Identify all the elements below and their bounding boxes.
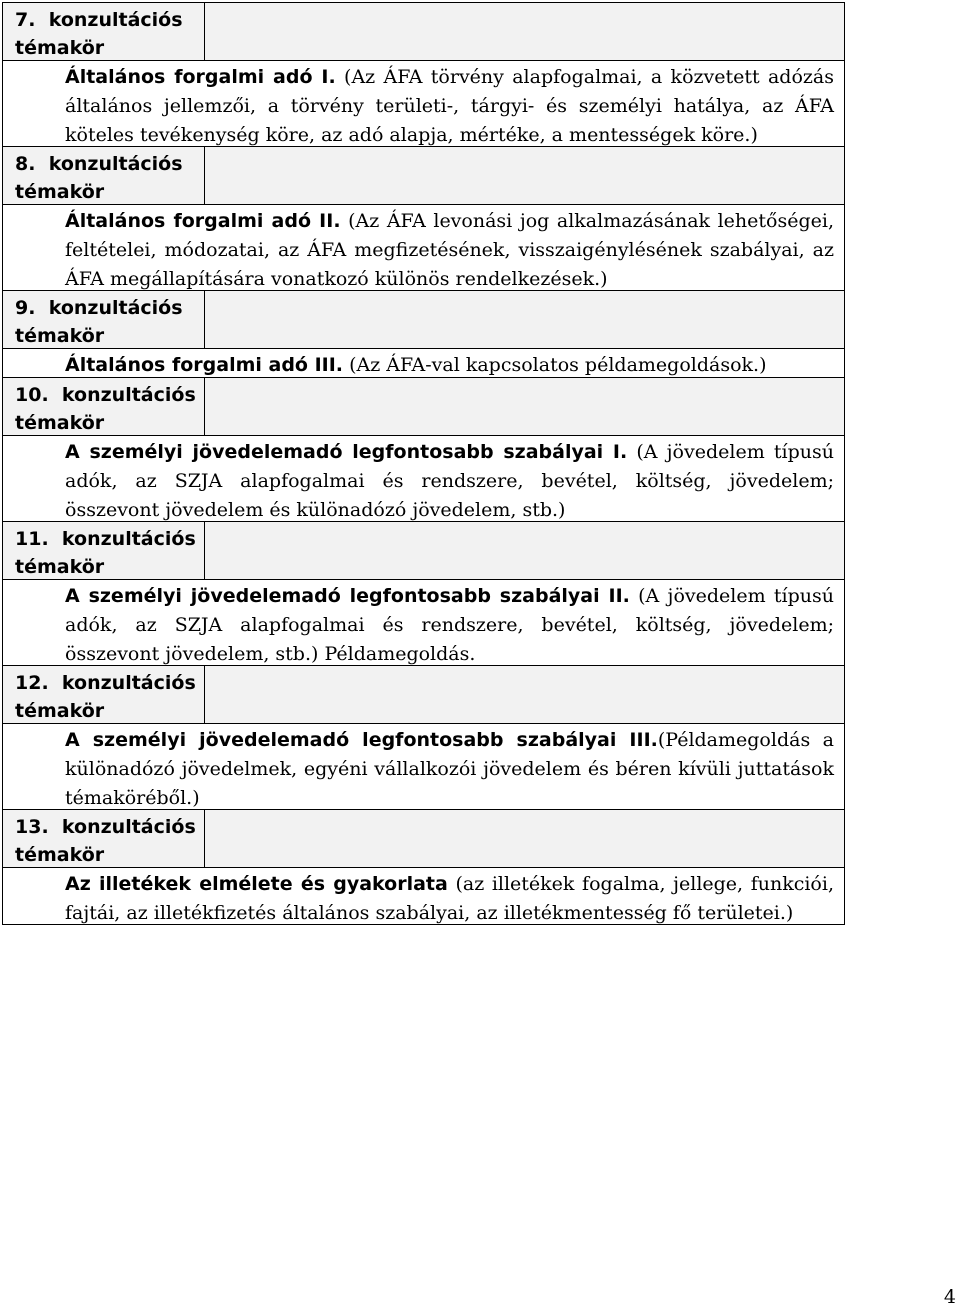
page-number: 4: [943, 1286, 956, 1308]
section-title: Általános forgalmi adó I.: [65, 66, 336, 88]
section-description: (A jövedelem típusú adók, az SZJA alapfogalmai és rendszere, bevétel, költség, jövedelem; összevont jövedelem, stb.) Példamegoldás.: [65, 585, 834, 665]
section-label-line2: témakör: [15, 412, 105, 434]
section-body-9: [3, 349, 845, 378]
section-label-line2: témakör: [15, 700, 105, 722]
section-label: [3, 522, 205, 579]
section-label-line2: témakör: [15, 556, 105, 578]
section-label-line1: konzultációs: [61, 672, 196, 694]
section-description: (az illetékek fogalma, jellege, funkciói, fajtái, az illetékfizetés általános szabályai, az illetékmentesség fő területei.): [65, 873, 834, 924]
section-number: 9.: [15, 297, 36, 319]
section-number: 8.: [15, 153, 36, 175]
section-description: (Példamegoldás a különadózó jövedelmek, egyéni vállalkozói jövedelem és béren kívüli juttatások témaköréből.): [65, 729, 834, 809]
section-label: [3, 378, 205, 435]
section-body-10: [3, 436, 845, 522]
section-description: (A jövedelem típusú adók, az SZJA alapfogalmai és rendszere, bevétel, költség, jövedelem; összevont jövedelem és különadózó jövedelem, stb.): [65, 441, 834, 521]
section-label: [3, 3, 205, 60]
section-title: Általános forgalmi adó II.: [65, 210, 341, 232]
section-label-line1: konzultációs: [61, 384, 196, 406]
section-label: [3, 666, 205, 723]
section-body-12: [3, 724, 845, 810]
section-body-13: [3, 868, 845, 925]
section-number: 7.: [15, 9, 36, 31]
header-empty-cell: [205, 291, 844, 348]
section-header-12: [3, 666, 845, 724]
section-number: 10.: [15, 384, 49, 406]
section-label-line2: témakör: [15, 325, 105, 347]
section-title: A személyi jövedelemadó legfontosabb szabályai III.: [65, 729, 658, 751]
section-title: Az illetékek elmélete és gyakorlata: [65, 873, 448, 895]
section-label: [3, 147, 205, 204]
section-label-line1: konzultációs: [61, 528, 196, 550]
section-description: (Az ÁFA-val kapcsolatos példamegoldások.): [343, 354, 767, 376]
section-label-line1: konzultációs: [61, 816, 196, 838]
section-label-line1: konzultációs: [48, 9, 183, 31]
header-empty-cell: [205, 522, 844, 579]
section-label-line1: konzultációs: [48, 297, 183, 319]
section-title: A személyi jövedelemadó legfontosabb szabályai I.: [65, 441, 628, 463]
header-empty-cell: [205, 147, 844, 204]
section-header-7: [3, 3, 845, 61]
section-number: 13.: [15, 816, 49, 838]
section-label-line2: témakör: [15, 37, 105, 59]
section-header-13: [3, 810, 845, 868]
section-label: [3, 810, 205, 867]
section-number: 12.: [15, 672, 49, 694]
section-label-line1: konzultációs: [48, 153, 183, 175]
section-title: A személyi jövedelemadó legfontosabb szabályai II.: [65, 585, 630, 607]
section-title: Általános forgalmi adó III.: [65, 354, 344, 376]
header-empty-cell: [205, 378, 844, 435]
section-label-line2: témakör: [15, 844, 105, 866]
section-header-8: [3, 147, 845, 205]
section-body-11: [3, 580, 845, 666]
consultation-topics-table: [2, 2, 845, 925]
section-body-8: [3, 205, 845, 291]
section-header-9: [3, 291, 845, 349]
section-description: (Az ÁFA törvény alapfogalmai, a közvetett adózás általános jellemzői, a törvény területi-, tárgyi- és személyi hatálya, az ÁFA köteles tevékenység köre, az adó alapja, mértéke, a mentességek köre.): [65, 66, 834, 146]
header-empty-cell: [205, 810, 844, 867]
section-body-7: [3, 61, 845, 147]
header-empty-cell: [205, 3, 844, 60]
section-label-line2: témakör: [15, 181, 105, 203]
section-label: [3, 291, 205, 348]
section-number: 11.: [15, 528, 49, 550]
section-header-11: [3, 522, 845, 580]
header-empty-cell: [205, 666, 844, 723]
section-description: (Az ÁFA levonási jog alkalmazásának lehetőségei, feltételei, módozatai, az ÁFA megfizetésének, visszaigénylésének szabályai, az ÁFA megállapítására vonatkozó különös rendelkezések.): [65, 210, 834, 290]
section-header-10: [3, 378, 845, 436]
